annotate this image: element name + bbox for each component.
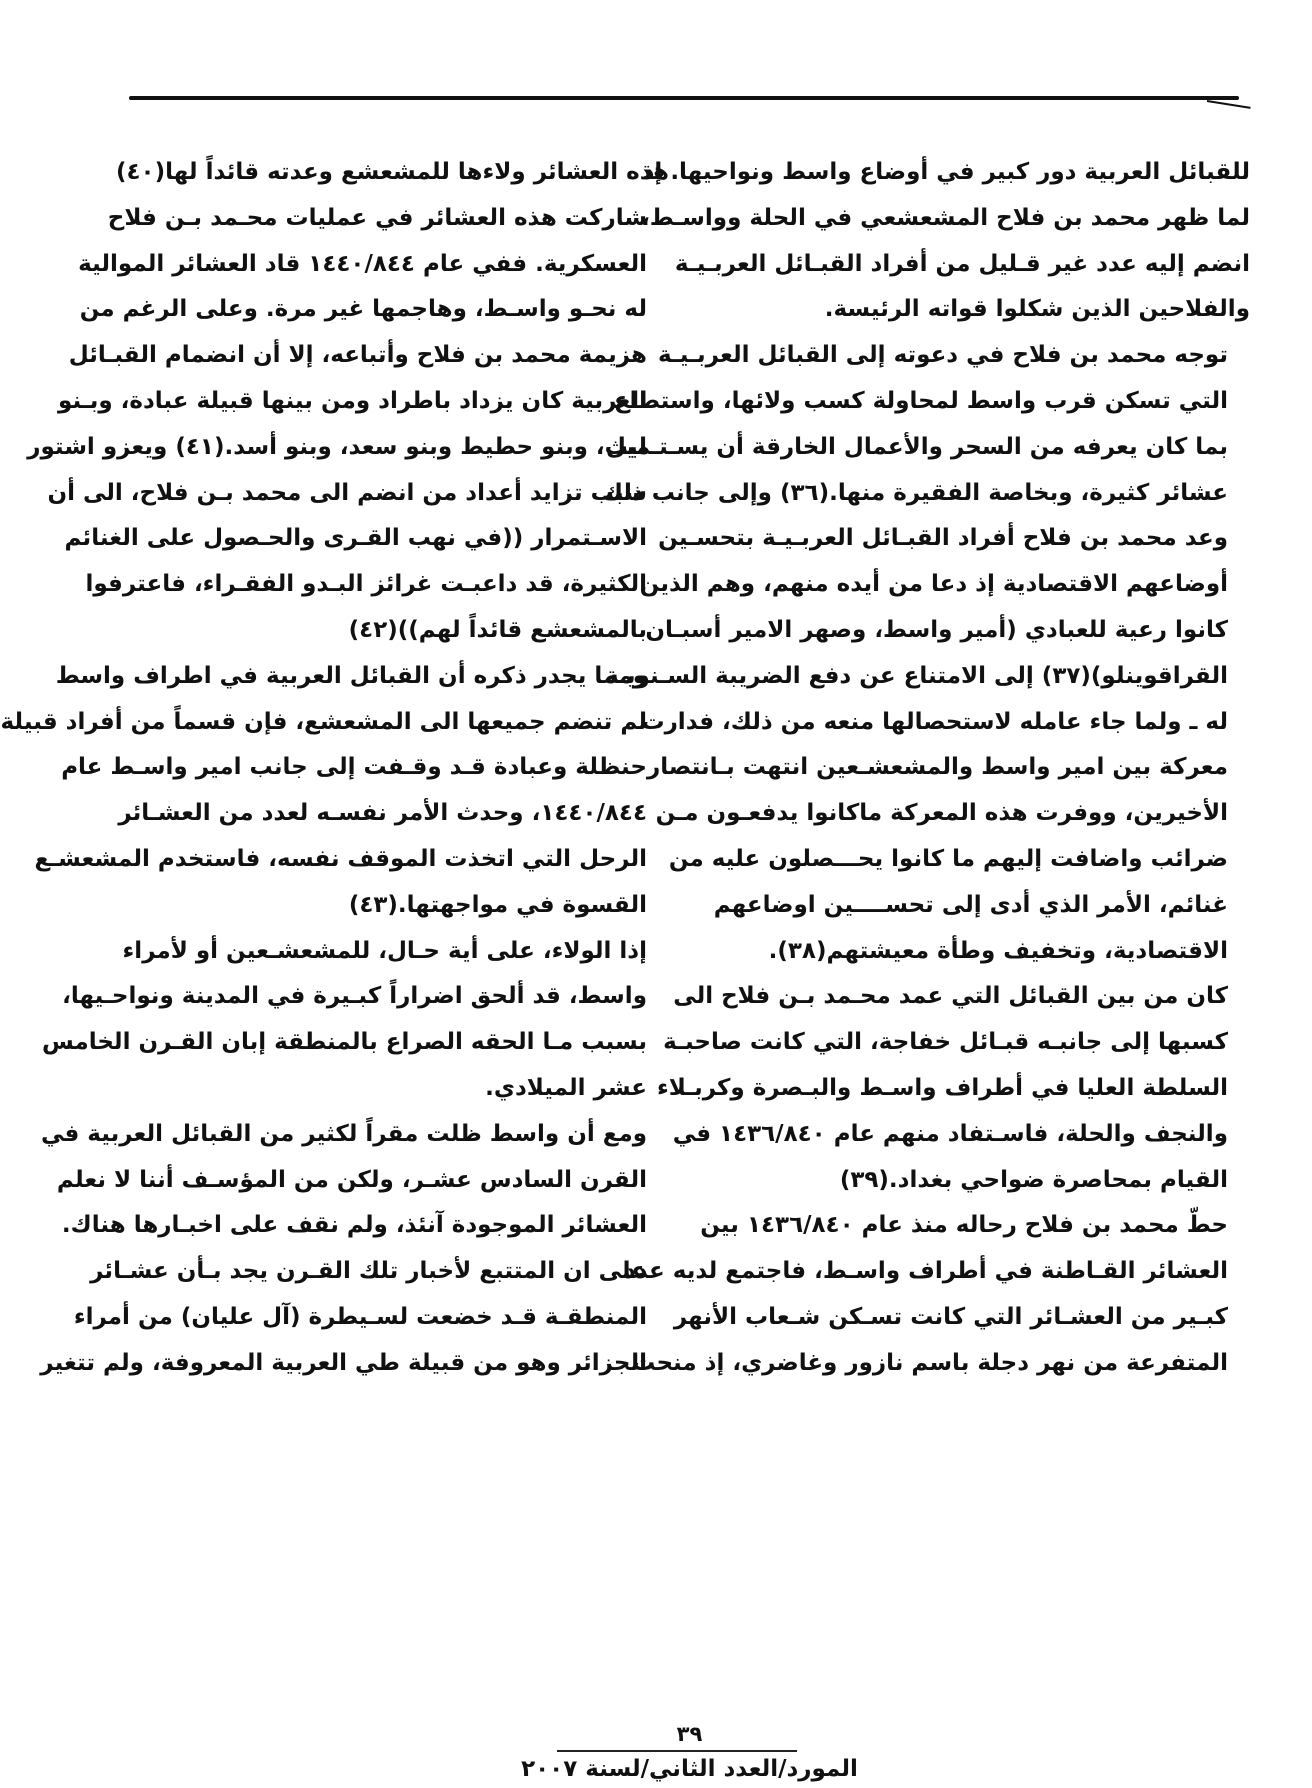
text-line: كان من بين القبائل التي عمد محـمد بـن فلاح الى	[673, 983, 1228, 1010]
header-rule-tail	[1207, 100, 1251, 109]
left-column	[0, 150, 669, 1387]
text-line: العسكرية. ففي عام ١٤٤٠/٨٤٤ قاد العشائر الموالية	[78, 250, 647, 277]
text-line: غنائم، الأمر الذي أدى إلى تحســــين اوضاعهم	[713, 891, 1228, 918]
text-line: للقبائل العربية دور كبير في أوضاع واسط ونواحيها. إذ	[642, 159, 1250, 185]
text-line: الأخيرين، ووفرت هذه المعركة ماكانوا يدفعـون مـن	[655, 800, 1228, 827]
text-line: ومع أن واسط ظلت مقراً لكثير من القبائل العربية في	[40, 1120, 647, 1147]
text-line: المنطقـة قـد خضعت لسـيطرة (آل عليان) من أمراء	[73, 1303, 647, 1330]
footer-rule	[557, 1750, 797, 1752]
text-line: كانوا رعية للعبادي (أمير واسط، وصهر الامير أسبـان	[645, 616, 1228, 643]
text-line: والفلاحين الذين شكلوا قواته الرئيسة.	[824, 296, 1250, 323]
text-line: التي تسكن قرب واسط لمحاولة كسب ولائها، واستطاع	[613, 387, 1228, 414]
text-line: ١٤٤٠/٨٤٤، وحدث الأمر نفسـه لعدد من العشـائر	[118, 800, 647, 827]
text-line: القيام بمحاصرة ضواحي بغداد.(٣٩)	[839, 1166, 1228, 1193]
text-line: الجزائر وهو من قبيلة طي العربية المعروفة، ولم تتغير	[40, 1349, 647, 1376]
text-line: واسط، قد ألحق اضراراً كبـيرة في المدينة ونواحـيها،	[62, 983, 647, 1010]
text-line: لم تنضم جميعها الى المشعشع، فإن قسماً من أفراد قبيلة	[0, 708, 647, 735]
paragraph	[41, 929, 669, 1112]
header-rule	[129, 96, 1239, 100]
page-number: ٣٩	[676, 1722, 703, 1746]
text-line: القسوة في مواجهتها.(٤٣)	[348, 891, 647, 918]
text-line: الرحل التي اتخذت الموقف نفسه، فاستخدم المشعشـع	[34, 845, 647, 872]
text-line: لما ظهر محمد بن فلاح المشعشعي في الحلة وواسـط،	[641, 204, 1250, 231]
text-line: شاركت هذه العشائر في عمليات محـمد بـن فلاح	[107, 204, 647, 231]
text-line: والنجف والحلة، فاسـتفاد منهم عام ١٤٣٦/٨٤٠ في	[672, 1120, 1228, 1147]
text-line: هذه العشائر ولاءها للمشعشع وعدته قائداً لها(٤٠)	[116, 159, 669, 185]
text-line: له نحـو واسـط، وهاجمها غير مرة. وعلى الرغم من	[79, 296, 647, 323]
paragraph	[116, 150, 669, 196]
text-line: حطّ محمد بن فلاح رحاله منذ عام ١٤٣٦/٨٤٠ بين	[700, 1212, 1228, 1239]
text-line: كسبها إلى جانبـه قبـائل خفاجة، التي كانت صاحبـة	[663, 1029, 1228, 1056]
text-line: الاقتصادية، وتخفيف وطأة معيشتهم(٣٨).	[768, 937, 1228, 964]
text-line: ليث، وبنو حطيط وبنو سعد، وبنو أسد.(٤١) ويعزو اشتور	[27, 433, 647, 460]
text-line: المتفرعة من نهر دجلة باسم نازور وغاضري، إذ منحت	[632, 1349, 1228, 1376]
text-line: العشائر الموجودة آنئذ، ولم نقف على اخبـارها هناك.	[61, 1212, 647, 1239]
journal-footer: المورد/العدد الثاني/لسنة ٢٠٠٧	[521, 1756, 858, 1782]
text-line: كبـير من العشـائر التي كانت تسـكن شـعاب الأنهر	[673, 1303, 1228, 1330]
text-line: العشائر القـاطنة في أطراف واسـط، فاجتمع لديه عدد	[623, 1258, 1228, 1285]
text-line: بما كان يعرفه من السحر والأعمال الخارقة أن يسـتـميل	[605, 433, 1228, 460]
paragraph	[641, 150, 1250, 333]
text-line: ومما يجدر ذكره أن القبائل العربية في اطراف واسط	[55, 662, 647, 689]
text-line: بسبب مـا الحقه الصراع بالمنطقة إبان القـرن الخامس	[41, 1029, 647, 1056]
text-line: ضرائب واضافت إليهم ما كانوا يحـــصلون عليه من	[668, 845, 1228, 872]
text-line: السلطة العليا في أطراف واسـط والبـصرة وكربـلاء	[656, 1074, 1228, 1101]
paragraph	[601, 333, 1250, 974]
text-line: إذا الولاء، على أية حـال، للمشعشـعين أو لأمراء	[122, 937, 647, 964]
paragraph	[40, 1112, 669, 1387]
text-line: سبب تزايد أعداد من انضم الى محمد بـن فلاح، الى أن	[47, 479, 647, 506]
text-line: حنظلة وعبادة قـد وقـفت إلى جانب امير واسـط عام	[61, 754, 647, 781]
text-line: عشائر كثيرة، وبخاصة الفقيرة منها.(٣٦) وإلى جانب ذلك	[601, 479, 1228, 506]
text-line: وعد محمد بن فلاح أفراد القبـائل العربـيـة بتحسـين	[658, 525, 1228, 552]
text-line: انضم إليه عدد غير قـليل من أفراد القبـائل العربـيـة	[674, 250, 1250, 277]
paragraph	[27, 196, 669, 654]
paragraph	[623, 1203, 1250, 1386]
text-line: القراقوينلو)(٣٧) إلى الامتناع عن دفع الضريبة السـنويـة	[605, 662, 1228, 689]
right-column	[601, 150, 1250, 1387]
text-line: الكثيرة، قد داعبـت غرائز البـدو الفقـراء، فاعترفوا	[85, 571, 647, 598]
text-line: العربية كان يزداد باطراد ومن بينها قبيلة عبادة، وبـنو	[58, 387, 647, 414]
text-line: عشر الميلادي.	[485, 1074, 647, 1101]
text-line: الاسـتمرار ((في نهب القـرى والحـصول على الغنائم	[64, 525, 647, 552]
text-line: القرن السادس عشـر، ولكن من المؤسـف أننا لا نعلم	[56, 1166, 647, 1193]
text-line: بالمشعشع قائداً لهم))(٤٢)	[348, 616, 647, 643]
paragraph	[656, 974, 1250, 1203]
text-line: هزيمة محمد بن فلاح وأتباعه، إلا أن انضمام القبـائل	[68, 342, 647, 369]
text-line: أوضاعهم الاقتصادية إذ دعا من أيده منهم، وهم الذين	[639, 571, 1228, 598]
text-line: له ـ ولما جاء عامله لاستحصالها منعه من ذلك، فدارت	[641, 708, 1228, 735]
text-line: توجه محمد بن فلاح في دعوته إلى القبائل العربـيـة	[657, 342, 1228, 369]
paragraph	[0, 654, 669, 929]
text-line: على ان المتتبع لأخبار تلك القـرن يجد بـأن عشـائر	[90, 1258, 647, 1285]
text-line: معركة بين امير واسط والمشعشـعين انتهت بـانتصار	[647, 754, 1228, 781]
